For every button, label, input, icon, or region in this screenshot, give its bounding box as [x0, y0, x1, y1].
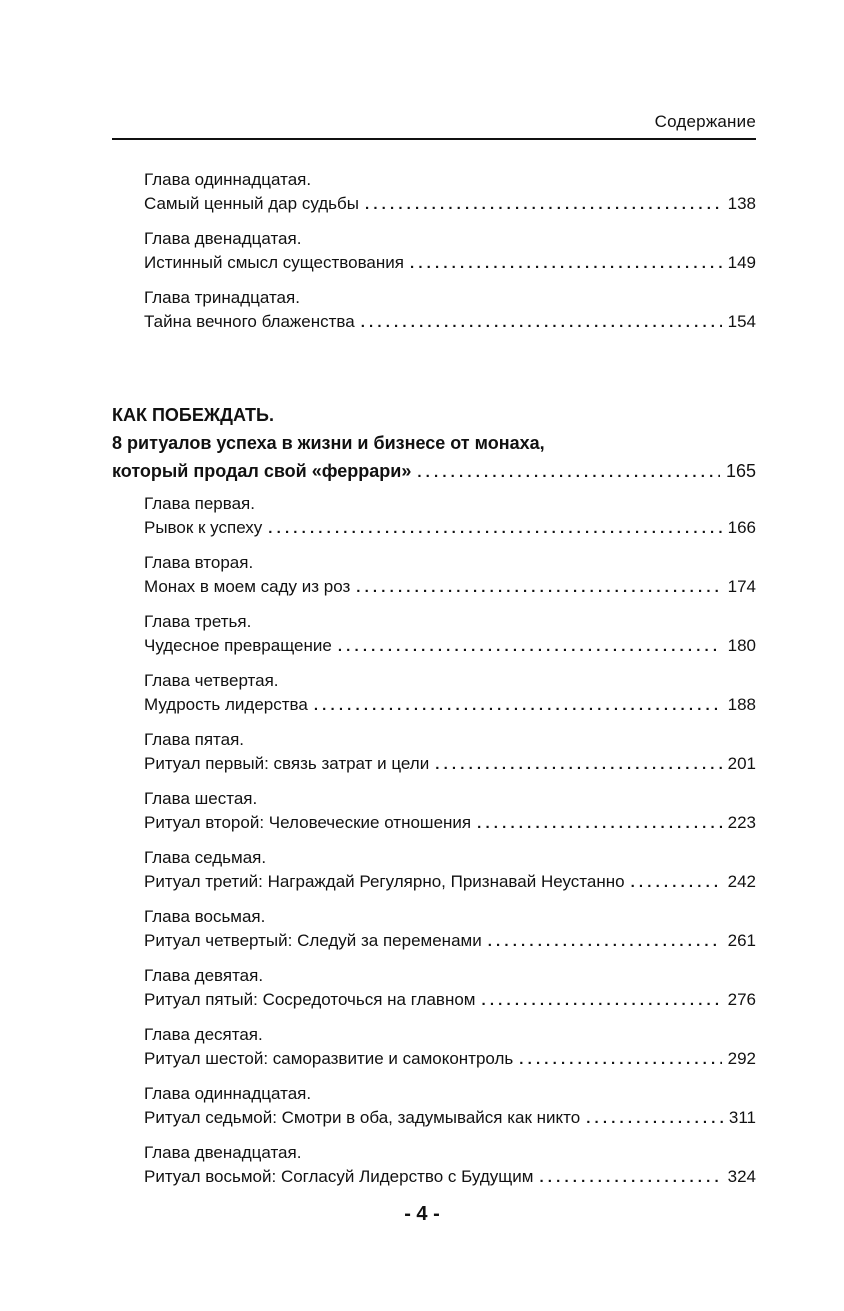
toc-entry: [144, 551, 756, 600]
chapter-title: Ритуал первый: связь затрат и цели: [144, 754, 430, 773]
chapter-title: Истинный смысл существования: [144, 253, 404, 272]
chapter-title: Рывок к успеху: [144, 518, 263, 537]
chapter-title: Ритуал четвертый: Следуй за переменами: [144, 931, 482, 950]
chapter-label: Глава пятая.: [144, 730, 245, 749]
chapter-page-number: 166: [727, 518, 756, 537]
book-subtitle-line2: [112, 457, 756, 487]
chapter-title-line: [144, 752, 756, 777]
toc-part2: [0, 492, 844, 1200]
header-section-title: Содержание: [654, 112, 756, 131]
chapter-title-line: [144, 1165, 756, 1190]
toc-entry: [144, 1141, 756, 1190]
dot-leader: [477, 812, 722, 836]
book-page-number: 165: [725, 461, 756, 481]
chapter-title: Мудрость лидерства: [144, 695, 308, 714]
chapter-title-line: [144, 575, 756, 600]
chapter-label: Глава двенадцатая.: [144, 229, 302, 248]
toc-entry: [144, 610, 756, 659]
chapter-page-number: 261: [727, 931, 756, 950]
dot-leader: [361, 311, 722, 335]
chapter-title: Ритуал второй: Человеческие отношения: [144, 813, 472, 832]
chapter-label: Глава тринадцатая.: [144, 288, 300, 307]
dot-leader: [268, 517, 721, 541]
chapter-page-number: 154: [727, 312, 756, 331]
chapter-label: Глава первая.: [144, 494, 255, 513]
toc-entry: [144, 846, 756, 895]
dot-leader: [356, 576, 721, 600]
toc-entry: [144, 168, 756, 217]
chapter-title-line: [144, 1106, 756, 1131]
toc-entry: [144, 905, 756, 954]
chapter-label: Глава вторая.: [144, 553, 254, 572]
toc-entry: [144, 286, 756, 335]
chapter-title-line: [144, 1047, 756, 1072]
chapter-label: Глава одиннадцатая.: [144, 1084, 312, 1103]
toc-entry: [144, 787, 756, 836]
running-header: [112, 108, 756, 140]
chapter-title-line: [144, 634, 756, 659]
dot-leader: [482, 989, 722, 1013]
dot-leader: [488, 930, 722, 954]
dot-leader: [338, 635, 722, 659]
chapter-title-line: [144, 310, 756, 335]
toc-entry: [144, 964, 756, 1013]
toc-entry: [144, 1023, 756, 1072]
book-name: КАК ПОБЕЖДАТЬ.: [112, 405, 274, 425]
book-heading: [112, 401, 756, 487]
dot-leader: [586, 1107, 723, 1131]
chapter-page-number: 180: [727, 636, 756, 655]
page-number: - 4 -: [404, 1203, 440, 1225]
toc-part1: [0, 168, 844, 345]
chapter-title: Тайна вечного блаженства: [144, 312, 355, 331]
chapter-label: Глава восьмая.: [144, 907, 266, 926]
chapter-label: Глава четвертая.: [144, 671, 279, 690]
chapter-title: Ритуал восьмой: Согласуй Лидерство с Будущим: [144, 1167, 534, 1186]
dot-leader: [631, 871, 722, 895]
chapter-page-number: 292: [727, 1049, 756, 1068]
dot-leader: [519, 1048, 721, 1072]
chapter-label: Глава десятая.: [144, 1025, 263, 1044]
dot-leader: [314, 694, 722, 718]
dot-leader: [410, 252, 722, 276]
chapter-page-number: 311: [728, 1108, 756, 1127]
chapter-label: Глава двенадцатая.: [144, 1143, 302, 1162]
chapter-page-number: 324: [727, 1167, 756, 1186]
chapter-title: Чудесное превращение: [144, 636, 332, 655]
book-subtitle-text: который продал свой «феррари»: [112, 461, 412, 481]
chapter-title: Монах в моем саду из роз: [144, 577, 351, 596]
chapter-title: Ритуал третий: Награждай Регулярно, Признавай Неустанно: [144, 872, 625, 891]
chapter-title-line: [144, 988, 756, 1013]
chapter-title-line: [144, 870, 756, 895]
toc-entry: [144, 1082, 756, 1131]
dot-leader: [417, 459, 720, 487]
chapter-page-number: 174: [727, 577, 756, 596]
chapter-label: Глава одиннадцатая.: [144, 170, 312, 189]
chapter-page-number: 242: [727, 872, 756, 891]
chapter-page-number: 138: [727, 194, 756, 213]
chapter-title-line: [144, 516, 756, 541]
toc-entry: [144, 492, 756, 541]
dot-leader: [365, 193, 722, 217]
chapter-title-line: [144, 693, 756, 718]
chapter-label: Глава третья.: [144, 612, 252, 631]
toc-entry: [144, 728, 756, 777]
dot-leader: [539, 1166, 721, 1190]
chapter-title-line: [144, 811, 756, 836]
chapter-title: Ритуал седьмой: Смотри в оба, задумывайся как никто: [144, 1108, 581, 1127]
chapter-page-number: 201: [727, 754, 756, 773]
chapter-page-number: 188: [727, 695, 756, 714]
chapter-title-line: [144, 251, 756, 276]
chapter-page-number: 223: [727, 813, 756, 832]
chapter-title: Ритуал пятый: Сосредоточься на главном: [144, 990, 476, 1009]
chapter-title: Ритуал шестой: саморазвитие и самоконтроль: [144, 1049, 514, 1068]
chapter-label: Глава девятая.: [144, 966, 264, 985]
chapter-page-number: 276: [727, 990, 756, 1009]
chapter-title: Самый ценный дар судьбы: [144, 194, 359, 213]
chapter-title-line: [144, 929, 756, 954]
chapter-page-number: 149: [727, 253, 756, 272]
toc-entry: [144, 227, 756, 276]
book-subtitle-line1: 8 ритуалов успеха в жизни и бизнесе от монаха,: [112, 433, 545, 453]
toc-entry: [144, 669, 756, 718]
dot-leader: [435, 753, 721, 777]
chapter-label: Глава седьмая.: [144, 848, 267, 867]
chapter-label: Глава шестая.: [144, 789, 258, 808]
chapter-title-line: [144, 192, 756, 217]
